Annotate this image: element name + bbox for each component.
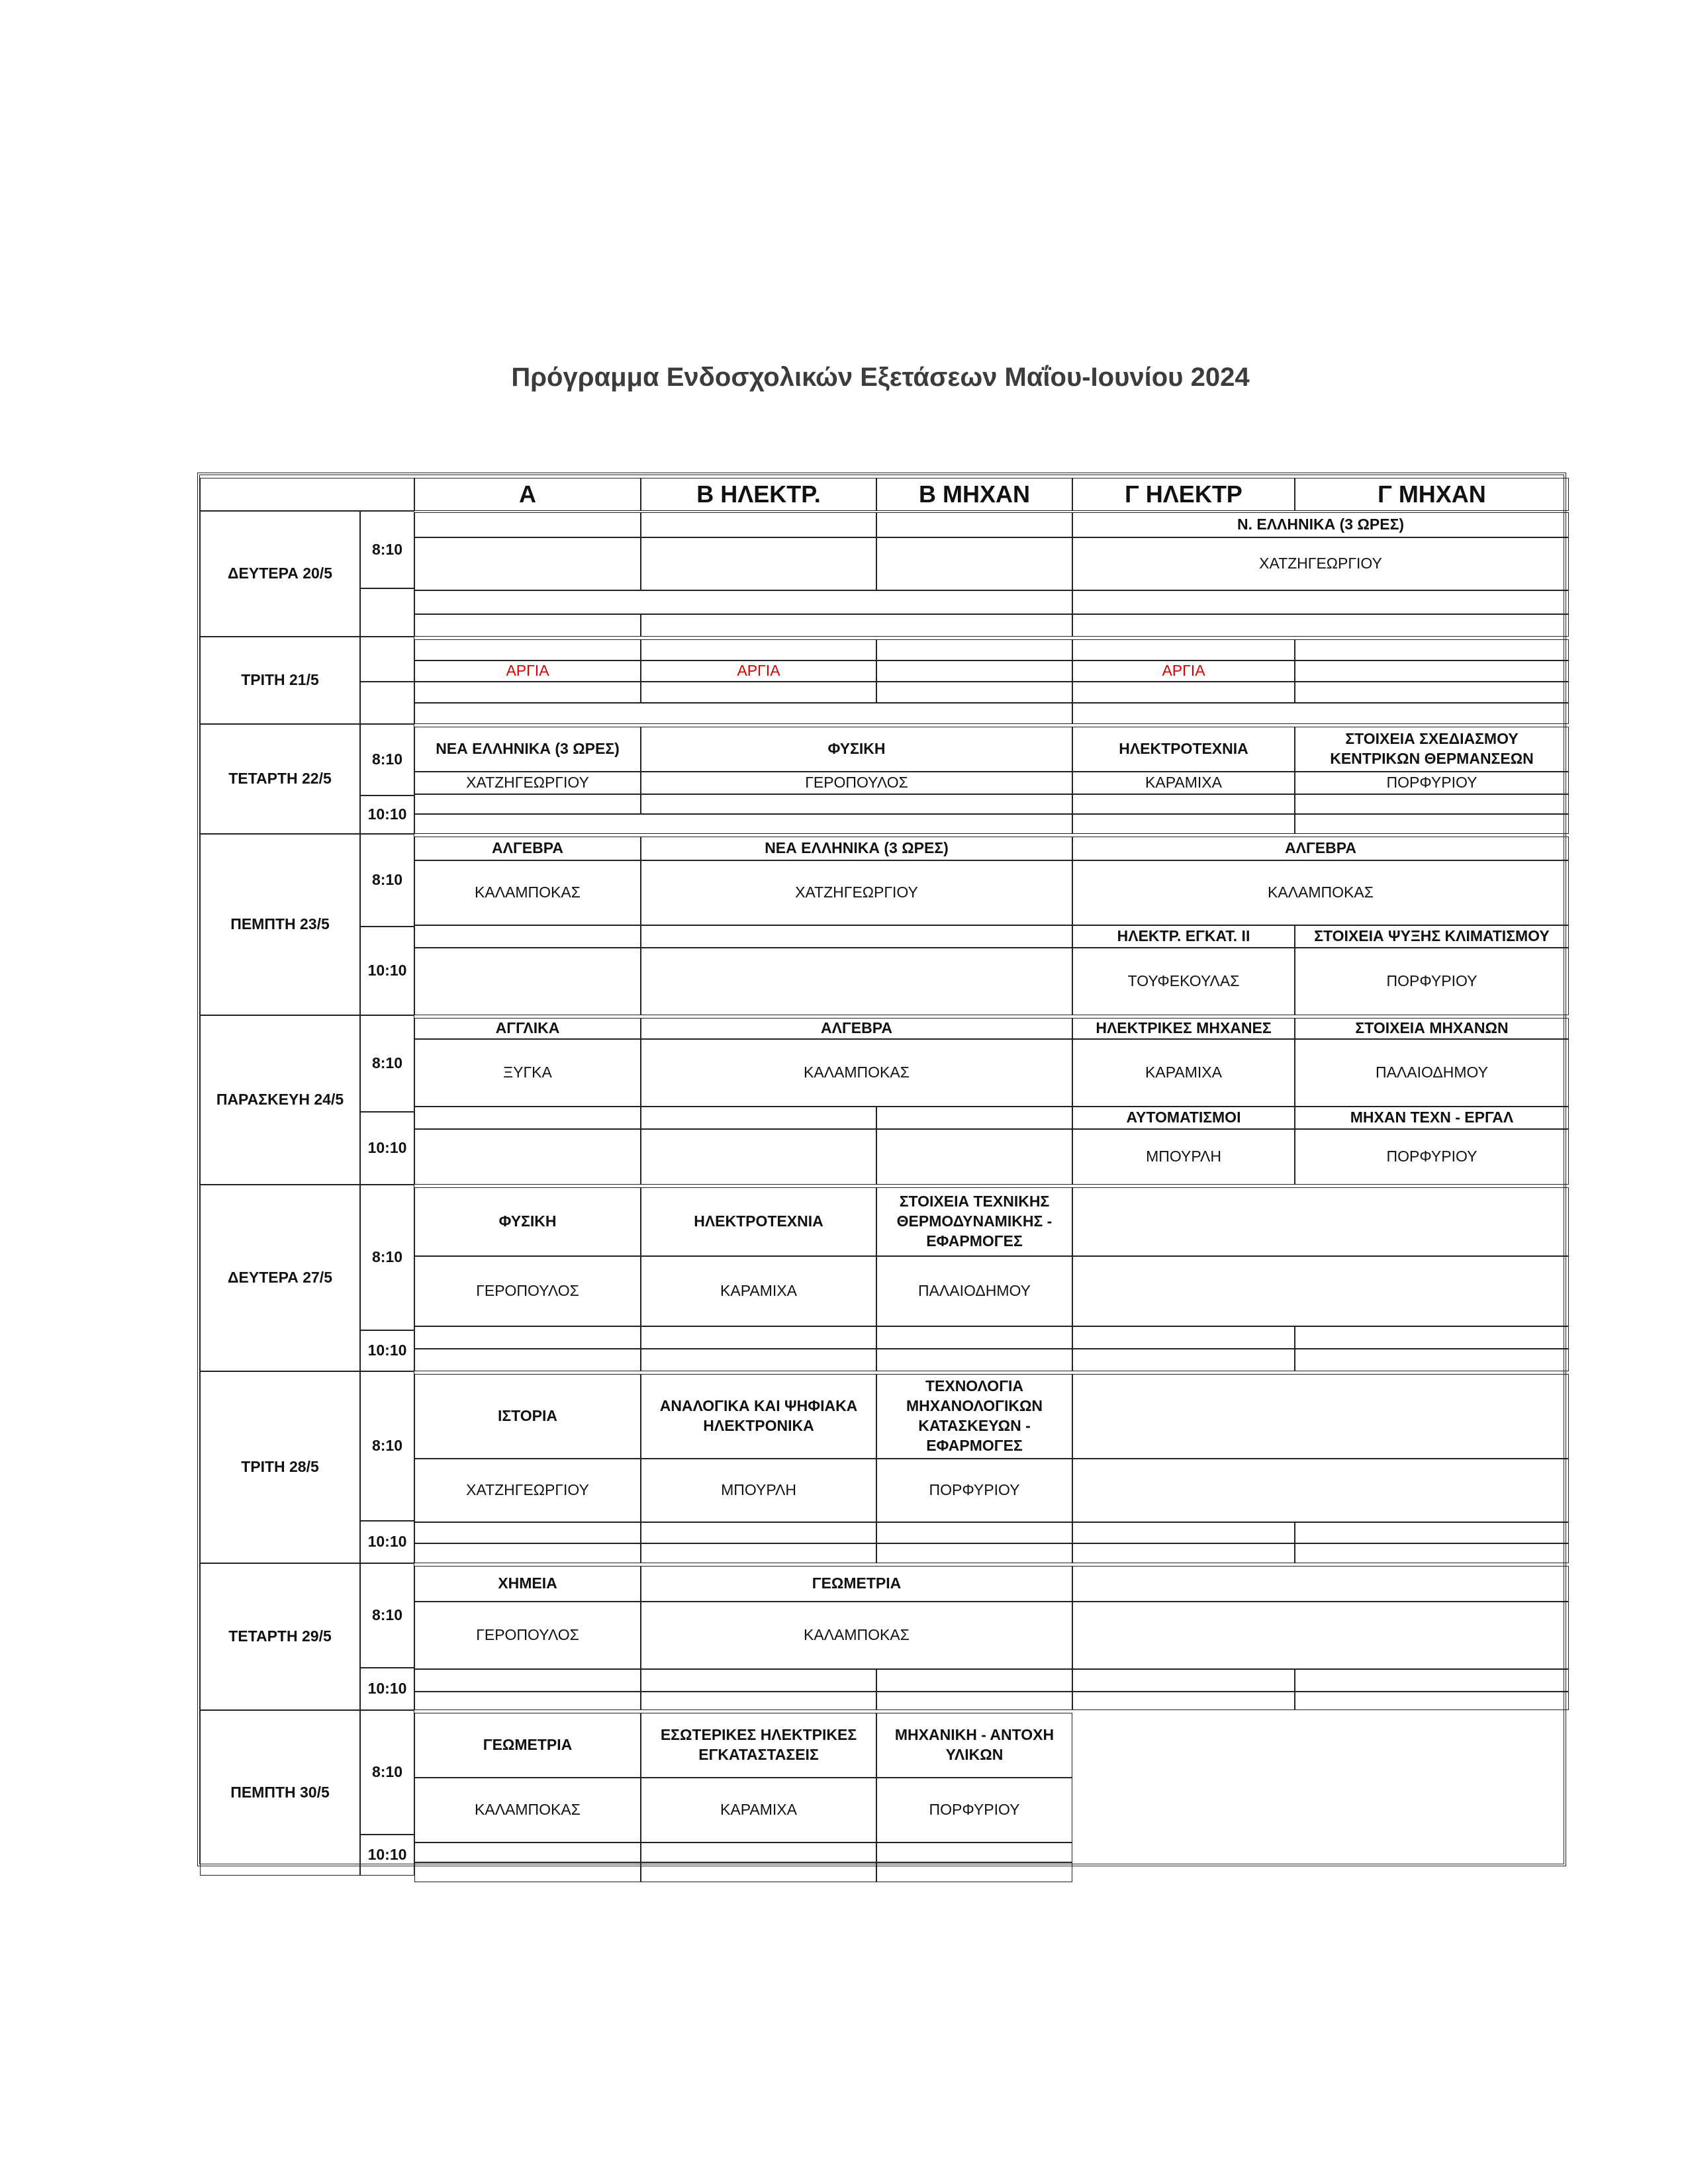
empty-cell xyxy=(876,1326,1072,1349)
empty-cell xyxy=(414,1349,641,1371)
empty-cell xyxy=(414,590,1072,614)
empty-cell xyxy=(641,1843,876,1862)
exam-subject: ΣΤΟΙΧΕΙΑ ΤΕΧΝΙΚΗΣ ΘΕΡΜΟΔΥΝΑΜΙΚΗΣ - ΕΦΑΡΜΟΓΕΣ xyxy=(876,1187,1072,1256)
exam-subject: ΝΕΑ ΕΛΛΗΝΙΚΑ (3 ΩΡΕΣ) xyxy=(641,837,1072,860)
empty-cell xyxy=(1295,639,1569,660)
exam-teacher: ΚΑΡΑΜΙΧΑ xyxy=(641,1256,876,1326)
day-label: ΔΕΥΤΕΡΑ 27/5 xyxy=(200,1185,360,1371)
exam-teacher: ΚΑΛΑΜΠΟΚΑΣ xyxy=(414,1778,641,1843)
empty-cell xyxy=(876,1862,1072,1882)
empty-cell xyxy=(414,537,641,590)
holiday-label: ΑΡΓΙΑ xyxy=(1072,660,1295,682)
exam-teacher: ΚΑΛΑΜΠΟΚΑΣ xyxy=(1072,860,1569,925)
day-label: ΔΕΥΤΕΡΑ 20/5 xyxy=(200,511,360,637)
empty-cell xyxy=(641,682,876,703)
exam-subject: ΓΕΩΜΕΤΡΙΑ xyxy=(414,1713,641,1778)
empty-cell xyxy=(414,1129,641,1185)
empty-cell xyxy=(641,794,1072,814)
exam-teacher: ΠΟΡΦΥΡΙΟΥ xyxy=(876,1778,1072,1843)
exam-teacher: ΠΟΡΦΥΡΙΟΥ xyxy=(876,1459,1072,1522)
exam-teacher: ΓΕΡΟΠΟΥΛΟΣ xyxy=(414,1256,641,1326)
time-slot: 8:10 xyxy=(360,724,414,796)
exam-subject: ΜΗΧΑΝΙΚΗ - ΑΝΤΟΧΗ ΥΛΙΚΩΝ xyxy=(876,1713,1072,1778)
column-header-a: Α xyxy=(414,478,641,511)
time-slot: 8:10 xyxy=(360,1185,414,1330)
exam-subject: ΑΓΓΛΙΚΑ xyxy=(414,1018,641,1039)
empty-cell xyxy=(1295,814,1569,834)
exam-subject: ΣΤΟΙΧΕΙΑ ΣΧΕΔΙΑΣΜΟΥ ΚΕΝΤΡΙΚΩΝ ΘΕΡΜΑΝΣΕΩΝ xyxy=(1295,727,1569,772)
empty-cell xyxy=(1295,1692,1569,1710)
exam-subject: ΜΗΧΑΝ ΤΕΧΝ - ΕΡΓΑΛ xyxy=(1295,1107,1569,1129)
day-label: ΤΕΤΑΡΤΗ 29/5 xyxy=(200,1563,360,1710)
empty-cell xyxy=(414,639,641,660)
time-slot: 8:10 xyxy=(360,834,414,927)
empty-cell xyxy=(641,1129,876,1185)
empty-cell xyxy=(876,639,1072,660)
column-header-b-michan: Β ΜΗΧΑΝ xyxy=(876,478,1072,511)
column-header-g-ilektr: Γ ΗΛΕΚΤΡ xyxy=(1072,478,1295,511)
empty-cell xyxy=(641,1522,876,1543)
empty-cell xyxy=(1072,1256,1569,1326)
time-slot: 10:10 xyxy=(360,1112,414,1185)
empty-cell xyxy=(876,1129,1072,1185)
empty-cell xyxy=(1072,1566,1569,1602)
holiday-label: ΑΡΓΙΑ xyxy=(641,660,876,682)
exam-teacher: ΠΟΡΦΥΡΙΟΥ xyxy=(1295,948,1569,1015)
empty-cell xyxy=(641,1669,876,1692)
empty-cell xyxy=(1295,682,1569,703)
exam-teacher: ΚΑΡΑΜΙΧΑ xyxy=(1072,1039,1295,1107)
exam-subject: ΤΕΧΝΟΛΟΓΙΑ ΜΗΧΑΝΟΛΟΓΙΚΩΝ ΚΑΤΑΣΚΕΥΩΝ - ΕΦΑΡΜΟΓΕΣ xyxy=(876,1374,1072,1459)
empty-cell xyxy=(641,1862,876,1882)
empty-cell xyxy=(1072,1459,1569,1522)
empty-cell xyxy=(414,703,1072,724)
exam-teacher: ΠΟΡΦΥΡΙΟΥ xyxy=(1295,772,1569,794)
column-header-g-michan: Γ ΜΗΧΑΝ xyxy=(1295,478,1569,511)
empty-cell xyxy=(414,1107,641,1129)
exam-subject: ΝΕΑ ΕΛΛΗΝΙΚΑ (3 ΩΡΕΣ) xyxy=(414,727,641,772)
empty-cell xyxy=(414,1543,641,1563)
exam-teacher: ΧΑΤΖΗΓΕΩΡΓΙΟΥ xyxy=(414,772,641,794)
empty-cell xyxy=(1295,660,1569,682)
empty-cell xyxy=(876,1843,1072,1862)
empty-cell xyxy=(641,925,1072,948)
exam-teacher: ΚΑΡΑΜΙΧΑ xyxy=(1072,772,1295,794)
exam-teacher: ΚΑΛΑΜΠΟΚΑΣ xyxy=(414,860,641,925)
empty-cell xyxy=(414,814,1072,834)
empty-cell xyxy=(1072,794,1295,814)
day-label: ΤΡΙΤΗ 21/5 xyxy=(200,637,360,724)
empty-cell xyxy=(1072,814,1295,834)
page-title: Πρόγραμμα Ενδοσχολικών Εξετάσεων Μαΐου-Ιουνίου 2024 xyxy=(511,363,1250,392)
empty-cell xyxy=(414,794,641,814)
exam-subject: ΑΝΑΛΟΓΙΚΑ ΚΑΙ ΨΗΦΙΑΚΑ ΗΛΕΚΤΡΟΝΙΚΑ xyxy=(641,1374,876,1459)
empty-cell xyxy=(414,925,641,948)
exam-teacher: ΚΑΡΑΜΙΧΑ xyxy=(641,1778,876,1843)
exam-subject: ΣΤΟΙΧΕΙΑ ΨΥΞΗΣ ΚΛΙΜΑΤΙΣΜΟΥ xyxy=(1295,925,1569,948)
empty-cell xyxy=(641,1543,876,1563)
exam-teacher: ΤΟΥΦΕΚΟΥΛΑΣ xyxy=(1072,948,1295,1015)
exam-subject: ΑΥΤΟΜΑΤΙΣΜΟΙ xyxy=(1072,1107,1295,1129)
exam-teacher: ΧΑΤΖΗΓΕΩΡΓΙΟΥ xyxy=(414,1459,641,1522)
exam-teacher: ΓΕΡΟΠΟΥΛΟΣ xyxy=(641,772,1072,794)
empty-cell xyxy=(1295,1543,1569,1563)
empty-cell xyxy=(414,1522,641,1543)
exam-subject: ΑΛΓΕΒΡΑ xyxy=(641,1018,1072,1039)
empty-cell xyxy=(641,614,1072,637)
exam-teacher: ΠΑΛΑΙΟΔΗΜΟΥ xyxy=(1295,1039,1569,1107)
empty-cell xyxy=(1072,590,1569,614)
empty-cell xyxy=(641,1349,876,1371)
empty-cell xyxy=(641,1692,876,1710)
empty-cell xyxy=(414,1692,641,1710)
exam-teacher: ΜΠΟΥΡΛΗ xyxy=(641,1459,876,1522)
time-slot: 10:10 xyxy=(360,1330,414,1371)
exam-subject: ΑΛΓΕΒΡΑ xyxy=(414,837,641,860)
exam-teacher: ΞΥΓΚΑ xyxy=(414,1039,641,1107)
exam-teacher: ΚΑΛΑΜΠΟΚΑΣ xyxy=(641,1602,1072,1669)
time-slot: 10:10 xyxy=(360,927,414,1015)
day-label: ΠΕΜΠΤΗ 23/5 xyxy=(200,834,360,1015)
exam-subject: ΗΛΕΚΤΡΟΤΕΧΝΙΑ xyxy=(641,1187,876,1256)
empty-cell xyxy=(641,537,876,590)
empty-cell xyxy=(1072,1602,1569,1669)
exam-subject: ΑΛΓΕΒΡΑ xyxy=(1072,837,1569,860)
exam-subject: ΦΥΣΙΚΗ xyxy=(641,727,1072,772)
empty-cell xyxy=(641,512,876,537)
exam-teacher: ΜΠΟΥΡΛΗ xyxy=(1072,1129,1295,1185)
empty-cell xyxy=(641,948,1072,1015)
empty-cell xyxy=(1072,1692,1295,1710)
exam-subject: ΣΤΟΙΧΕΙΑ ΜΗΧΑΝΩΝ xyxy=(1295,1018,1569,1039)
empty-cell xyxy=(876,1669,1072,1692)
empty-cell xyxy=(876,512,1072,537)
exam-teacher: ΠΑΛΑΙΟΔΗΜΟΥ xyxy=(876,1256,1072,1326)
empty-cell xyxy=(641,1107,876,1129)
column-header-b-ilektr: Β ΗΛΕΚΤΡ. xyxy=(641,478,876,511)
day-label: ΤΕΤΑΡΤΗ 22/5 xyxy=(200,724,360,834)
time-slot: 8:10 xyxy=(360,1015,414,1112)
empty-cell xyxy=(1072,1543,1295,1563)
empty-cell xyxy=(1295,1326,1569,1349)
empty-cell xyxy=(414,1862,641,1882)
empty-cell xyxy=(1072,1187,1569,1256)
empty-cell xyxy=(1295,1522,1569,1543)
exam-teacher: ΠΟΡΦΥΡΙΟΥ xyxy=(1295,1129,1569,1185)
empty-cell xyxy=(1295,794,1569,814)
day-label: ΤΡΙΤΗ 28/5 xyxy=(200,1371,360,1563)
exam-subject: ΕΣΩΤΕΡΙΚΕΣ ΗΛΕΚΤΡΙΚΕΣ ΕΓΚΑΤΑΣΤΑΣΕΙΣ xyxy=(641,1713,876,1778)
exam-subject: ΗΛΕΚΤΡΙΚΕΣ ΜΗΧΑΝΕΣ xyxy=(1072,1018,1295,1039)
empty-cell xyxy=(876,660,1072,682)
exam-subject: Ν. ΕΛΛΗΝΙΚΑ (3 ΩΡΕΣ) xyxy=(1072,512,1569,537)
day-label: ΠΑΡΑΣΚΕΥΗ 24/5 xyxy=(200,1015,360,1185)
empty-cell xyxy=(1072,639,1295,660)
exam-teacher: ΚΑΛΑΜΠΟΚΑΣ xyxy=(641,1039,1072,1107)
empty-cell xyxy=(1072,682,1295,703)
holiday-label: ΑΡΓΙΑ xyxy=(414,660,641,682)
empty-cell xyxy=(1072,614,1569,637)
empty-cell xyxy=(414,512,641,537)
empty-cell xyxy=(360,637,414,682)
time-slot: 8:10 xyxy=(360,511,414,588)
exam-schedule-table xyxy=(197,473,1566,1866)
empty-cell xyxy=(1072,1522,1295,1543)
empty-cell xyxy=(1072,703,1569,724)
time-slot: 8:10 xyxy=(360,1710,414,1835)
empty-cell xyxy=(1072,1326,1295,1349)
empty-cell xyxy=(414,682,641,703)
exam-teacher: ΧΑΤΖΗΓΕΩΡΓΙΟΥ xyxy=(641,860,1072,925)
empty-cell xyxy=(641,1326,876,1349)
empty-cell xyxy=(1072,1349,1295,1371)
empty-cell xyxy=(360,588,414,637)
exam-teacher: ΓΕΡΟΠΟΥΛΟΣ xyxy=(414,1602,641,1669)
time-slot: 10:10 xyxy=(360,1521,414,1563)
exam-subject: ΙΣΤΟΡΙΑ xyxy=(414,1374,641,1459)
empty-cell xyxy=(414,1843,641,1862)
time-slot: 10:10 xyxy=(360,796,414,834)
time-slot: 8:10 xyxy=(360,1563,414,1668)
empty-cell xyxy=(1072,1374,1569,1459)
exam-subject: ΦΥΣΙΚΗ xyxy=(414,1187,641,1256)
empty-cell xyxy=(876,537,1072,590)
empty-cell xyxy=(1295,1669,1569,1692)
time-slot: 8:10 xyxy=(360,1371,414,1521)
empty-cell xyxy=(876,1107,1072,1129)
empty-cell xyxy=(876,1349,1072,1371)
exam-subject: ΗΛΕΚΤΡΟΤΕΧΝΙΑ xyxy=(1072,727,1295,772)
empty-cell xyxy=(876,1522,1072,1543)
time-slot: 10:10 xyxy=(360,1835,414,1876)
day-label: ΠΕΜΠΤΗ 30/5 xyxy=(200,1710,360,1876)
exam-teacher: ΧΑΤΖΗΓΕΩΡΓΙΟΥ xyxy=(1072,537,1569,590)
empty-cell xyxy=(360,682,414,724)
empty-cell xyxy=(641,639,876,660)
empty-cell xyxy=(876,682,1072,703)
empty-cell xyxy=(414,1669,641,1692)
empty-cell xyxy=(1295,1349,1569,1371)
empty-cell xyxy=(414,614,641,637)
empty-cell xyxy=(414,948,641,1015)
exam-subject: ΧΗΜΕΙΑ xyxy=(414,1566,641,1602)
empty-cell xyxy=(414,1326,641,1349)
exam-subject: ΓΕΩΜΕΤΡΙΑ xyxy=(641,1566,1072,1602)
empty-cell xyxy=(876,1543,1072,1563)
empty-cell xyxy=(1072,1669,1295,1692)
exam-subject: ΗΛΕΚΤΡ. ΕΓΚΑΤ. ΙΙ xyxy=(1072,925,1295,948)
empty-cell xyxy=(876,1692,1072,1710)
header-corner xyxy=(200,478,414,511)
time-slot: 10:10 xyxy=(360,1668,414,1710)
